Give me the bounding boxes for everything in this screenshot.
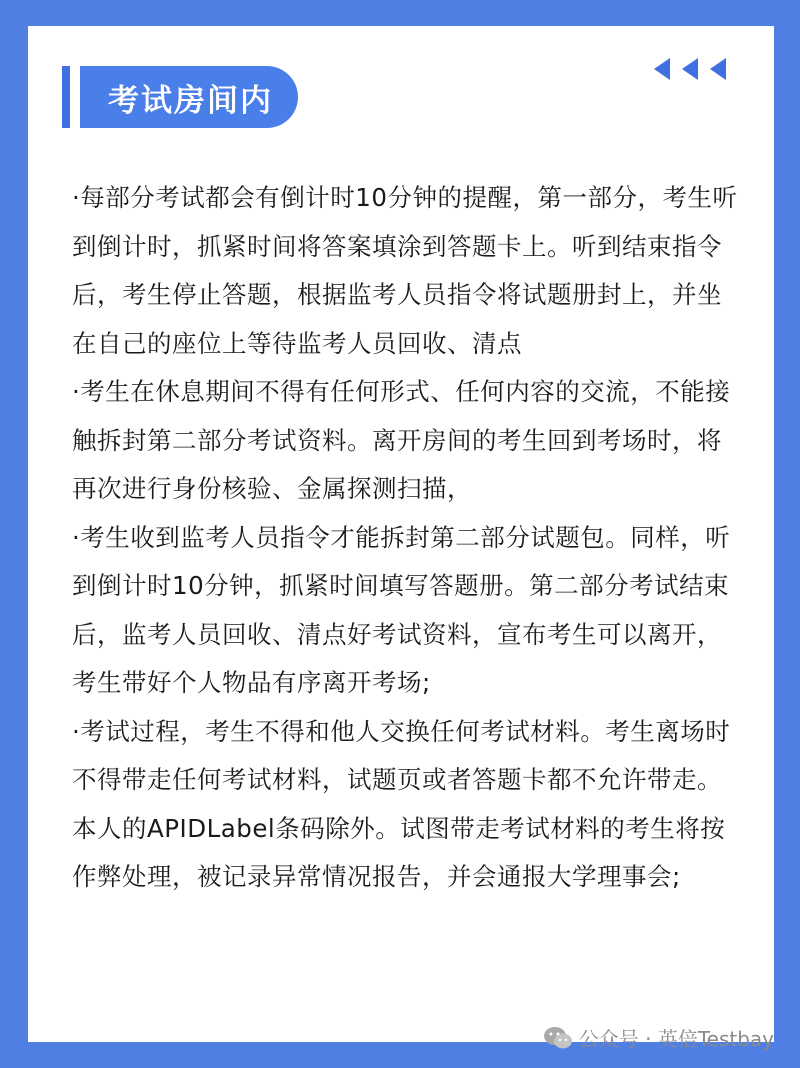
content-card — [28, 26, 774, 1042]
rule-paragraph: ·考生在休息期间不得有任何形式、任何内容的交流，不能接触拆封第二部分考试资料。离开房间的考生回到考场时，将再次进行身份核验、金属探测扫描， — [72, 377, 731, 503]
rules-body — [72, 174, 742, 902]
watermark — [543, 1023, 774, 1052]
rule-paragraph: ·每部分考试都会有倒计时10分钟的提醒，第一部分，考生听到倒计时，抓紧时间将答案填涂到答题卡上。听到结束指令后，考生停止答题，根据监考人员指令将试题册封上，并坐在自己的座位上等待监考人员回收、清点 — [72, 183, 738, 358]
rule-paragraph: ·考试过程，考生不得和他人交换任何考试材料。考生离场时不得带走任何考试材料，试题页或者答题卡都不允许带走。本人的APIDLabel条码除外。试图带走考试材料的考生将按作弊处理，被记录异常情况报告，并会通报大学理事会; — [72, 716, 731, 891]
wechat-icon — [543, 1026, 573, 1050]
triple-left-arrow-icon — [648, 54, 738, 84]
watermark-text: 公众号 · 英倍Testbay — [578, 1027, 774, 1051]
rule-paragraph: ·考生收到监考人员指令才能拆封第二部分试题包。同样，听到倒计时10分钟，抓紧时间填写答题册。第二部分考试结束后，监考人员回收、清点好考试资料，宣布考生可以离开，考生带好个人物品有序离开考场; — [72, 522, 731, 697]
page-title: 考试房间内 — [108, 82, 273, 119]
header-accent-bar — [62, 66, 70, 128]
header-banner — [80, 66, 298, 128]
